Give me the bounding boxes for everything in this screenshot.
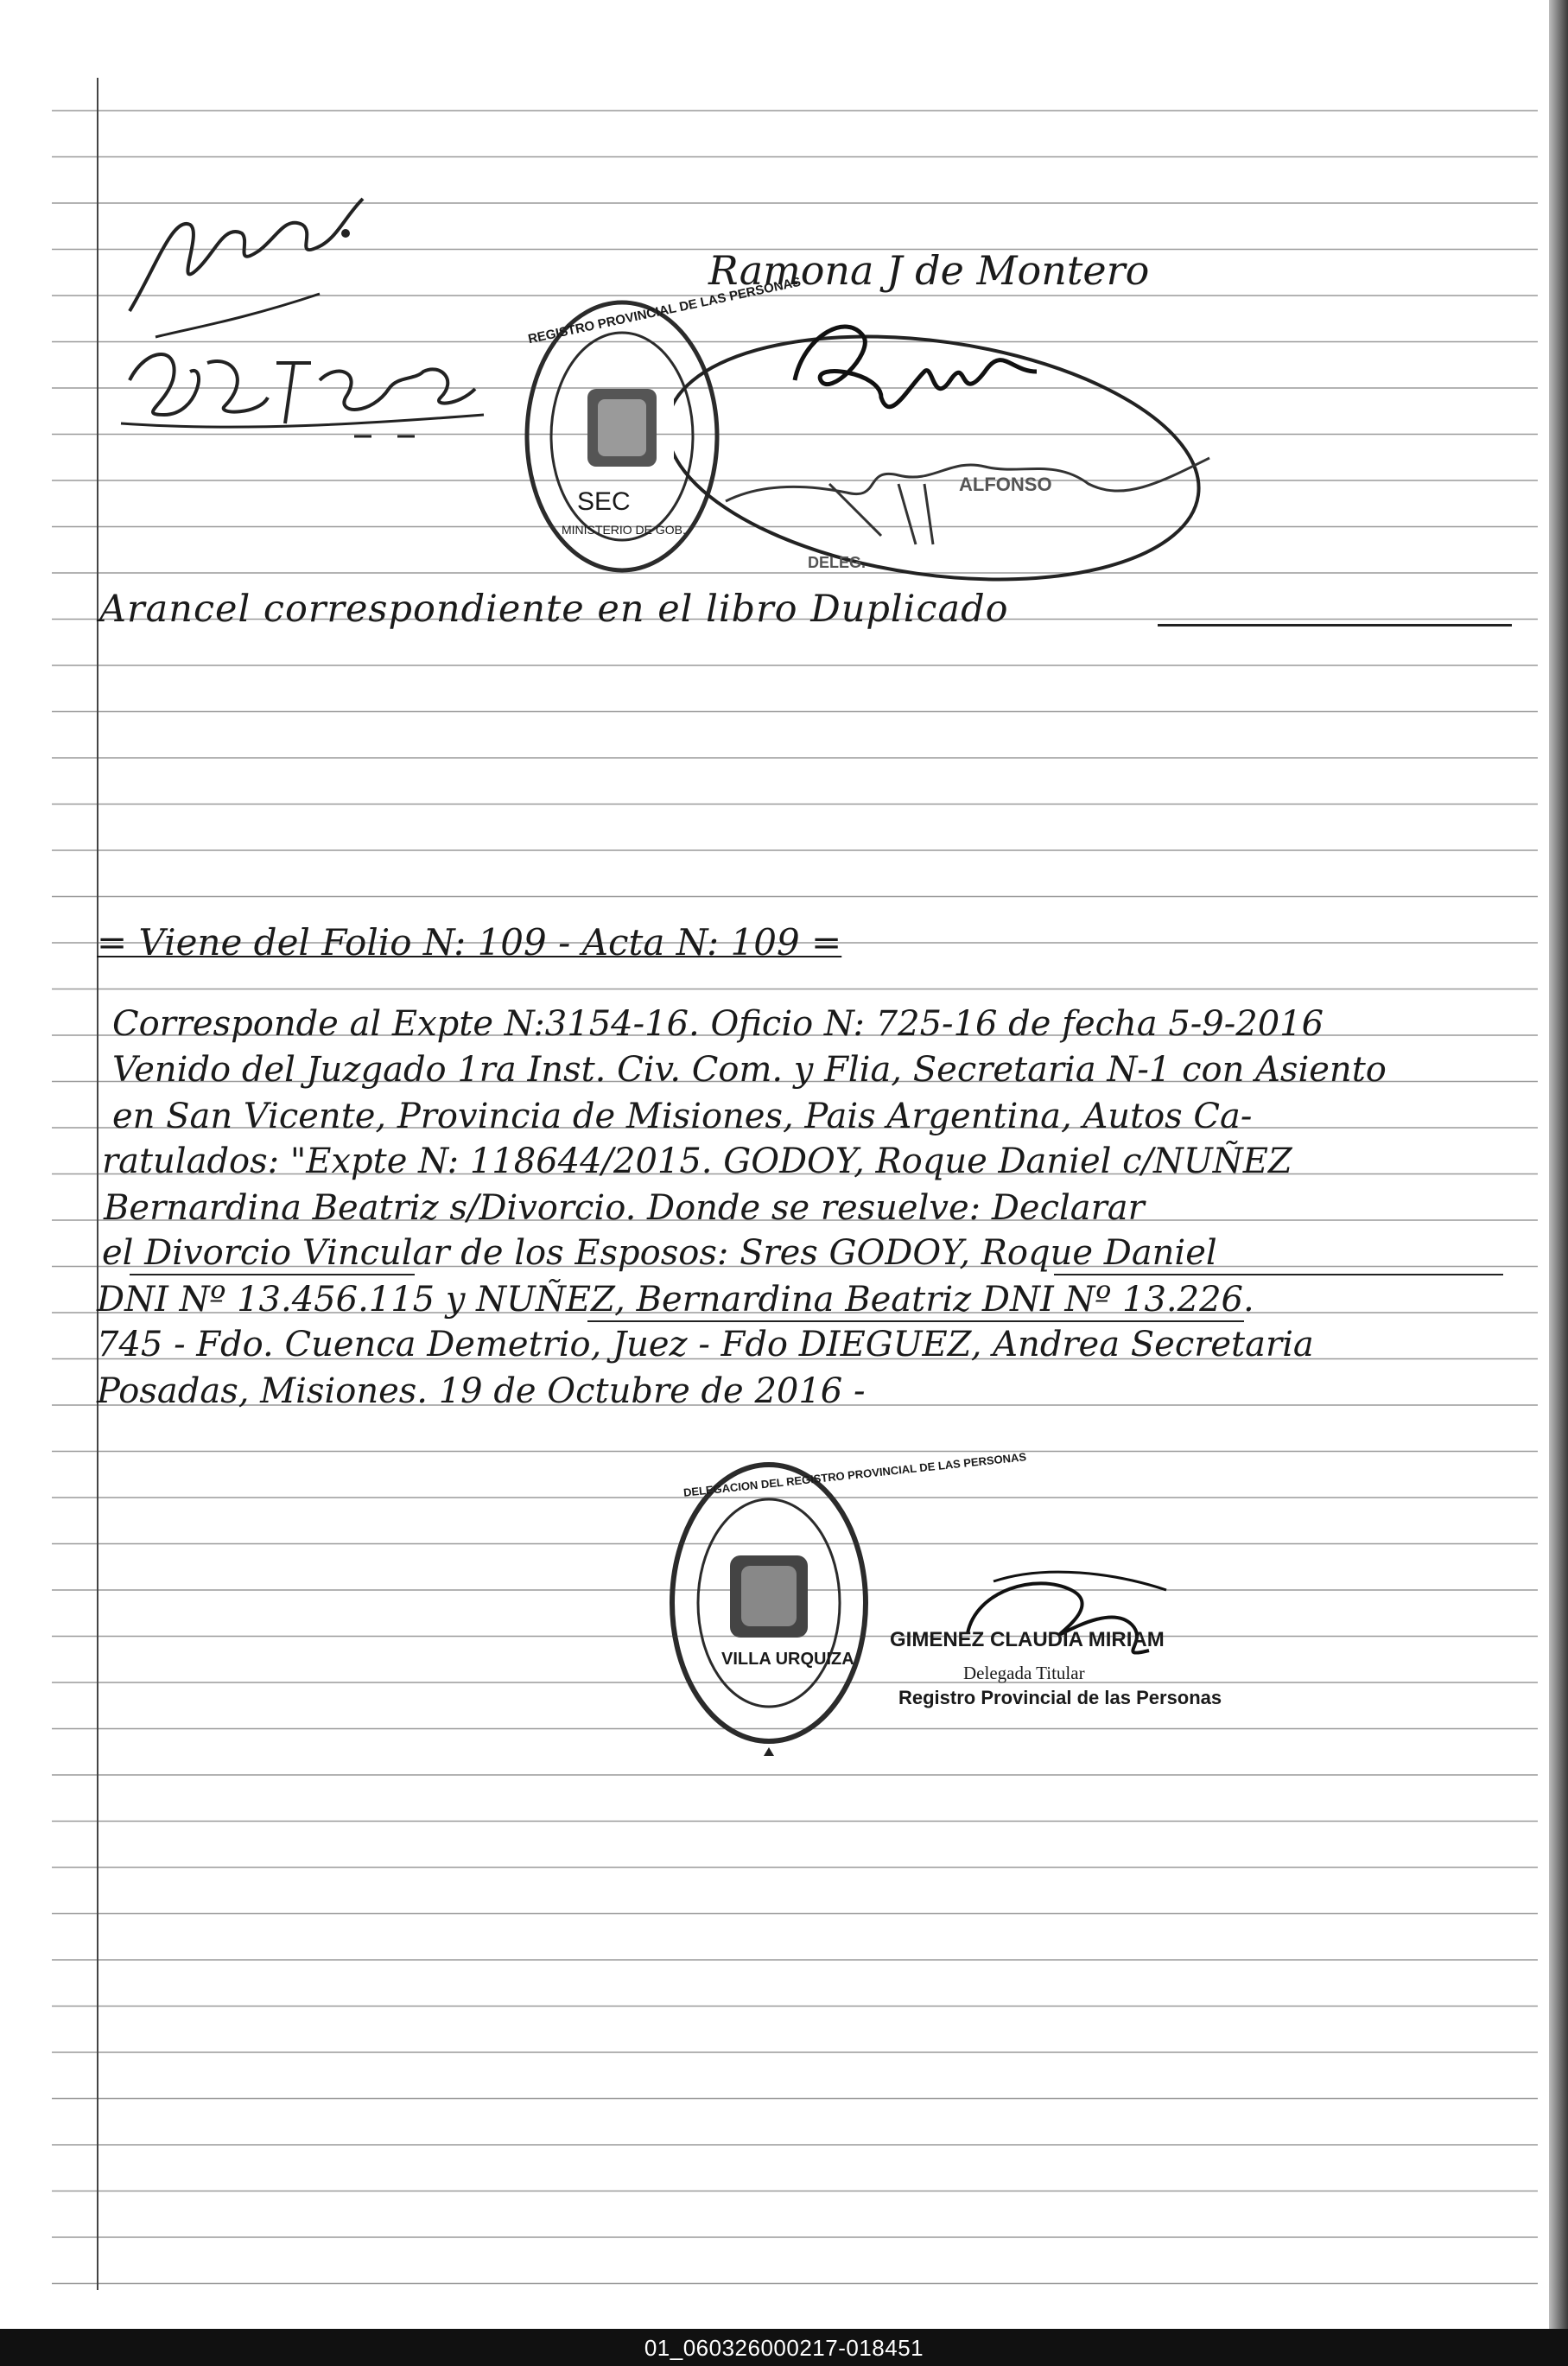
acta-line: en San Vicente, Provincia de Misiones, Pais Argentina, Autos Ca- xyxy=(112,1097,1253,1136)
signature-top-right xyxy=(674,285,1235,596)
stamp-sub-text: MINISTERIO DE GOB. xyxy=(562,523,686,537)
underline-nunez xyxy=(587,1320,1244,1322)
underline-divorcio xyxy=(130,1274,415,1275)
acta-line: Corresponde al Expte N:3154-16. Oficio N: 725-16 de fecha 5-9-2016 xyxy=(112,1004,1324,1044)
delegation-stamp-inner: VILLA URQUIZA xyxy=(721,1650,854,1669)
arancel-dash-line xyxy=(1158,624,1512,626)
overstamp-text: ALFONSO xyxy=(959,474,1052,495)
delegation-stamp-ring: DELEGACION DEL REGISTRO PROVINCIAL DE LAS PERSONAS xyxy=(682,1450,1027,1499)
document-code: 01_060326000217-018451 xyxy=(644,2335,924,2361)
acta-line: Bernardina Beatriz s/Divorcio. Donde se resuelve: Declarar xyxy=(104,1188,1145,1228)
acta-header: = Viene del Folio N: 109 - Acta N: 109 = xyxy=(97,921,842,964)
signer-org: Registro Provincial de las Personas xyxy=(898,1687,1222,1708)
stamp-ring-text: REGISTRO PROVINCIAL DE LAS PERSONAS xyxy=(526,274,803,347)
margin-line xyxy=(97,78,98,2290)
signature-top-left-2 xyxy=(112,328,492,449)
delegation-stamp xyxy=(665,1460,873,1759)
acta-line: 745 - Fdo. Cuenca Demetrio, Juez - Fdo DIEGUEZ, Andrea Secretaria xyxy=(97,1325,1314,1364)
acta-line: ratulados: "Expte N: 118644/2015. GODOY, Roque Daniel c/NUÑEZ xyxy=(102,1142,1292,1181)
underline-godoy xyxy=(1054,1274,1503,1275)
book-spine-edge xyxy=(1549,0,1568,2329)
acta-line: Venido del Juzgado 1ra Inst. Civ. Com. y Flia, Secretaria N-1 con Asiento xyxy=(112,1050,1387,1090)
acta-line: el Divorcio Vincular de los Esposos: Sres GODOY, Roque Daniel xyxy=(102,1233,1217,1273)
stamp-bottom-text: SEC xyxy=(577,487,631,516)
acta-line: DNI Nº 13.456.115 y NUÑEZ, Bernardina Beatriz DNI Nº 13.226. xyxy=(97,1280,1254,1320)
signer-role: Delegada Titular xyxy=(963,1663,1085,1683)
overstamp-sub: DELEG. xyxy=(808,554,867,571)
signer-name: GIMENEZ CLAUDIA MIRIAM xyxy=(890,1628,1165,1651)
arancel-line: Arancel correspondiente en el libro Duplicado xyxy=(99,588,1009,631)
acta-line: Posadas, Misiones. 19 de Octubre de 2016 - xyxy=(97,1371,866,1411)
writer-name: Ramona J de Montero xyxy=(708,247,1150,294)
signature-top-left-1 xyxy=(121,164,380,354)
